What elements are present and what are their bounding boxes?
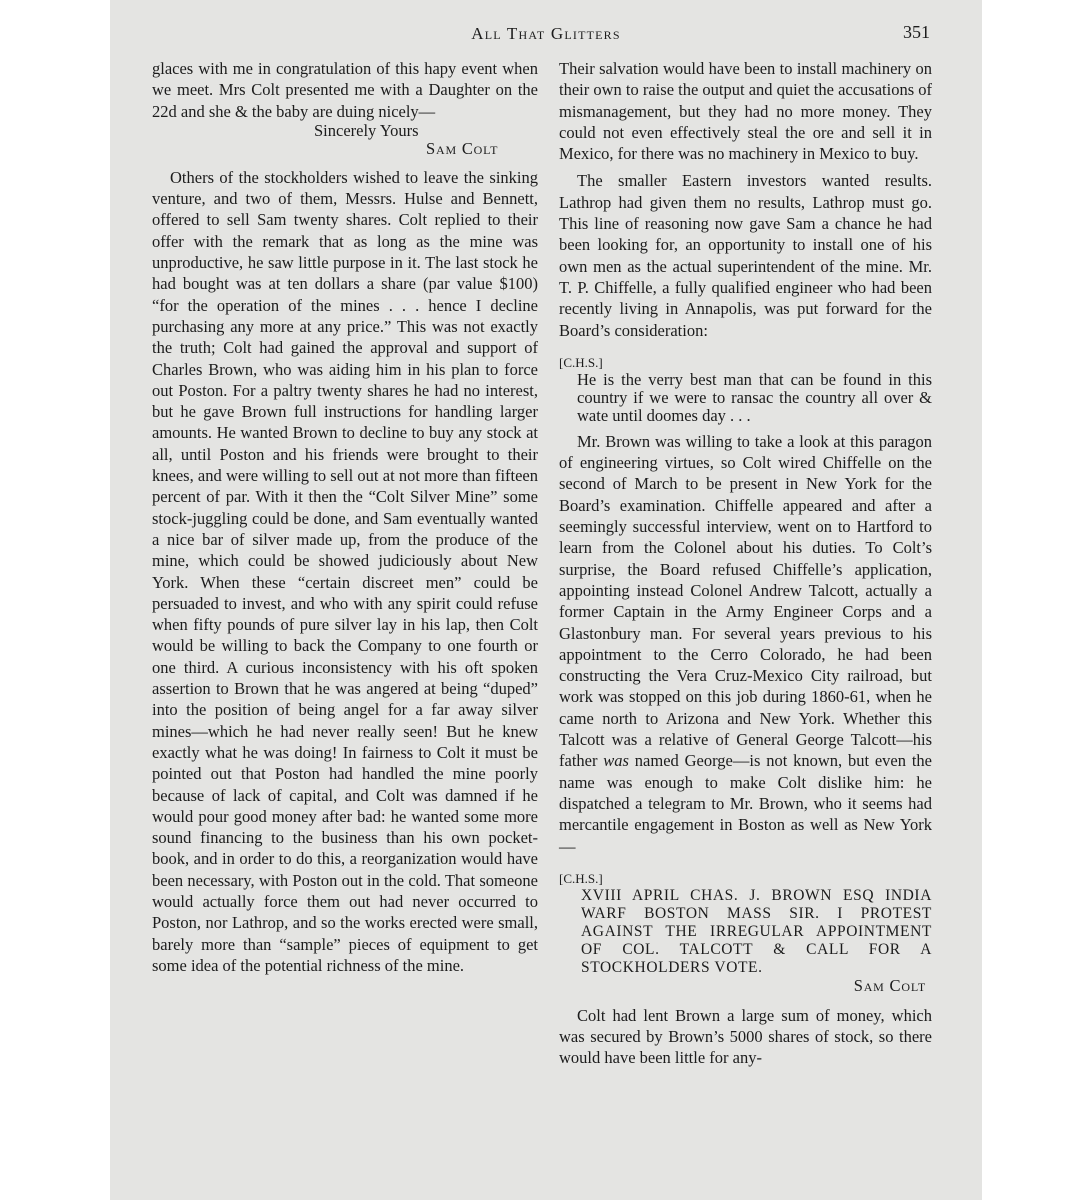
page-number: 351 [903, 22, 930, 42]
left-column [152, 58, 538, 976]
telegram-quote: XVIII APRIL CHAS. J. BROWN ESQ INDIA WARF BOSTON MASS SIR. I PROTEST AGAINST THE IRREGULAR APPOINTMENT OF COL. TALCOTT & CALL FOR A STOCKHOLDERS VOTE. [581, 886, 932, 976]
body-paragraph: Others of the stockholders wished to leave the sinking venture, and two of them, Messrs. Hulse and Bennett, offered to sell Sam twenty shares. Colt replied to their offer with the remark that as long as the mine was unproductive, he saw little purpose in it. The last stock he had bought was at ten dollars a share (par value $100) “for the operation of the mines . . . hence I decline purchasing any more at any price.” This was not exactly the truth; Colt had gained the approval and support of Charles Brown, who was aiding him in his plan to force out Poston. For a paltry twenty shares he had no interest, but he gave Brown full instructions for handling larger amounts. He wanted Brown to decline to buy any stock at all, until Poston and his friends were brought to their knees, and were willing to sell out at not more than fifteen percent of par. With it then the “Colt Silver Mine” some stock-juggling could be done, and Sam eventually wanted a nice bar of silver made up, from the produce of the mine, which could be showed judiciously about New York. When these “certain discreet men” could be persuaded to invest, and who with any spirit could refuse when fifty pounds of pure silver lay in his lap, then Colt would be willing to back the Company to one fourth or one third. A curious inconsistency with his oft spoken assertion to Brown that he was angered at being “duped” into the position of being angel for a far away silver mines—which he had never really seen! But he knew exactly what he was doing! In fairness to Colt it must be pointed out that Poston had handled the mine poorly because of lack of capital, and Colt was damned if he would pour good money after bad: he wanted some more sound financing to the business than his own pocket-book, and in order to do this, a reorganization would have been necessary, with Poston out in the cold. That someone would actually force them out had never occurred to Poston, nor Lathrop, and so the works erected were small, barely more than “sample” pieces of equipment to get some idea of the potential richness of the mine. [152, 167, 538, 975]
body-paragraph: Their salvation would have been to install machinery on their own to raise the output and quiet the accusations of mismanagement, but they had no more money. They could not even effectively steal the ore and sell it in Mexico, for there was no machinery in Mexico to buy. [559, 59, 932, 164]
running-head-title: All That Glitters [471, 24, 621, 43]
source-citation: [C.H.S.] [559, 870, 603, 886]
emphasis: was [603, 751, 629, 771]
body-paragraph: Colt had lent Brown a large sum of money, which was secured by Brown’s 5000 shares of stock, so there would have been little for any- [559, 1005, 932, 1068]
telegram-signature: Sam Colt [853, 975, 926, 995]
right-column [559, 58, 932, 1069]
source-citation: [C.H.S.] [559, 354, 603, 370]
body-paragraph: The smaller Eastern investors wanted results. Lathrop had given them no results, Lathrop must go. This line of reasoning now gave Sam a chance he had been looking for, an opportunity to install one of his own men as the actual superintendent of the mine. Mr. T. P. Chiffelle, a fully qualified engineer who had been recently living in Annapolis, was put forward for the Board’s consideration: [559, 171, 932, 340]
letter-ending: glaces with me in congratulation of this hapy event when we meet. Mrs Colt presented me with a Daughter on the 22d and she & the baby are duing nicely— [152, 59, 538, 121]
book-page [110, 0, 982, 1200]
running-head [110, 24, 982, 50]
block-quote: He is the verry best man that can be found in this country if we were to ransac the country all over & wate until doomes day . . . [577, 369, 932, 425]
letter-signature: Sam Colt [426, 138, 499, 158]
letter-closing: Sincerely Yours [314, 120, 419, 140]
body-paragraph: Mr. Brown was willing to take a look at this paragon of engineering virtues, so Colt wired Chiffelle on the second of March to be present in New York for the Board’s examination. Chiffelle appeared and after a seemingly successful interview, went on to Hartford to learn from the Colonel about his duties. To Colt’s surprise, the Board refused Chiffelle’s application, appointing instead Colonel Andrew Talcott, actually a former Captain in the Army Engineer Corps and a Glastonbury man. For several years previous to his appointment to the Cerro Colorado, he had been constructing the Vera Cruz-Mexico City railroad, but work was stopped on this job during 1860-61, when he came north to Arizona and New York. Whether this Talcott was a relative of General George Talcott—his father was named George—is not known, but even the name was enough to make Colt dislike him: he dispatched a telegram to Mr. Brown, who it seems had mercantile engagement in Boston as well as New York— [559, 431, 932, 856]
